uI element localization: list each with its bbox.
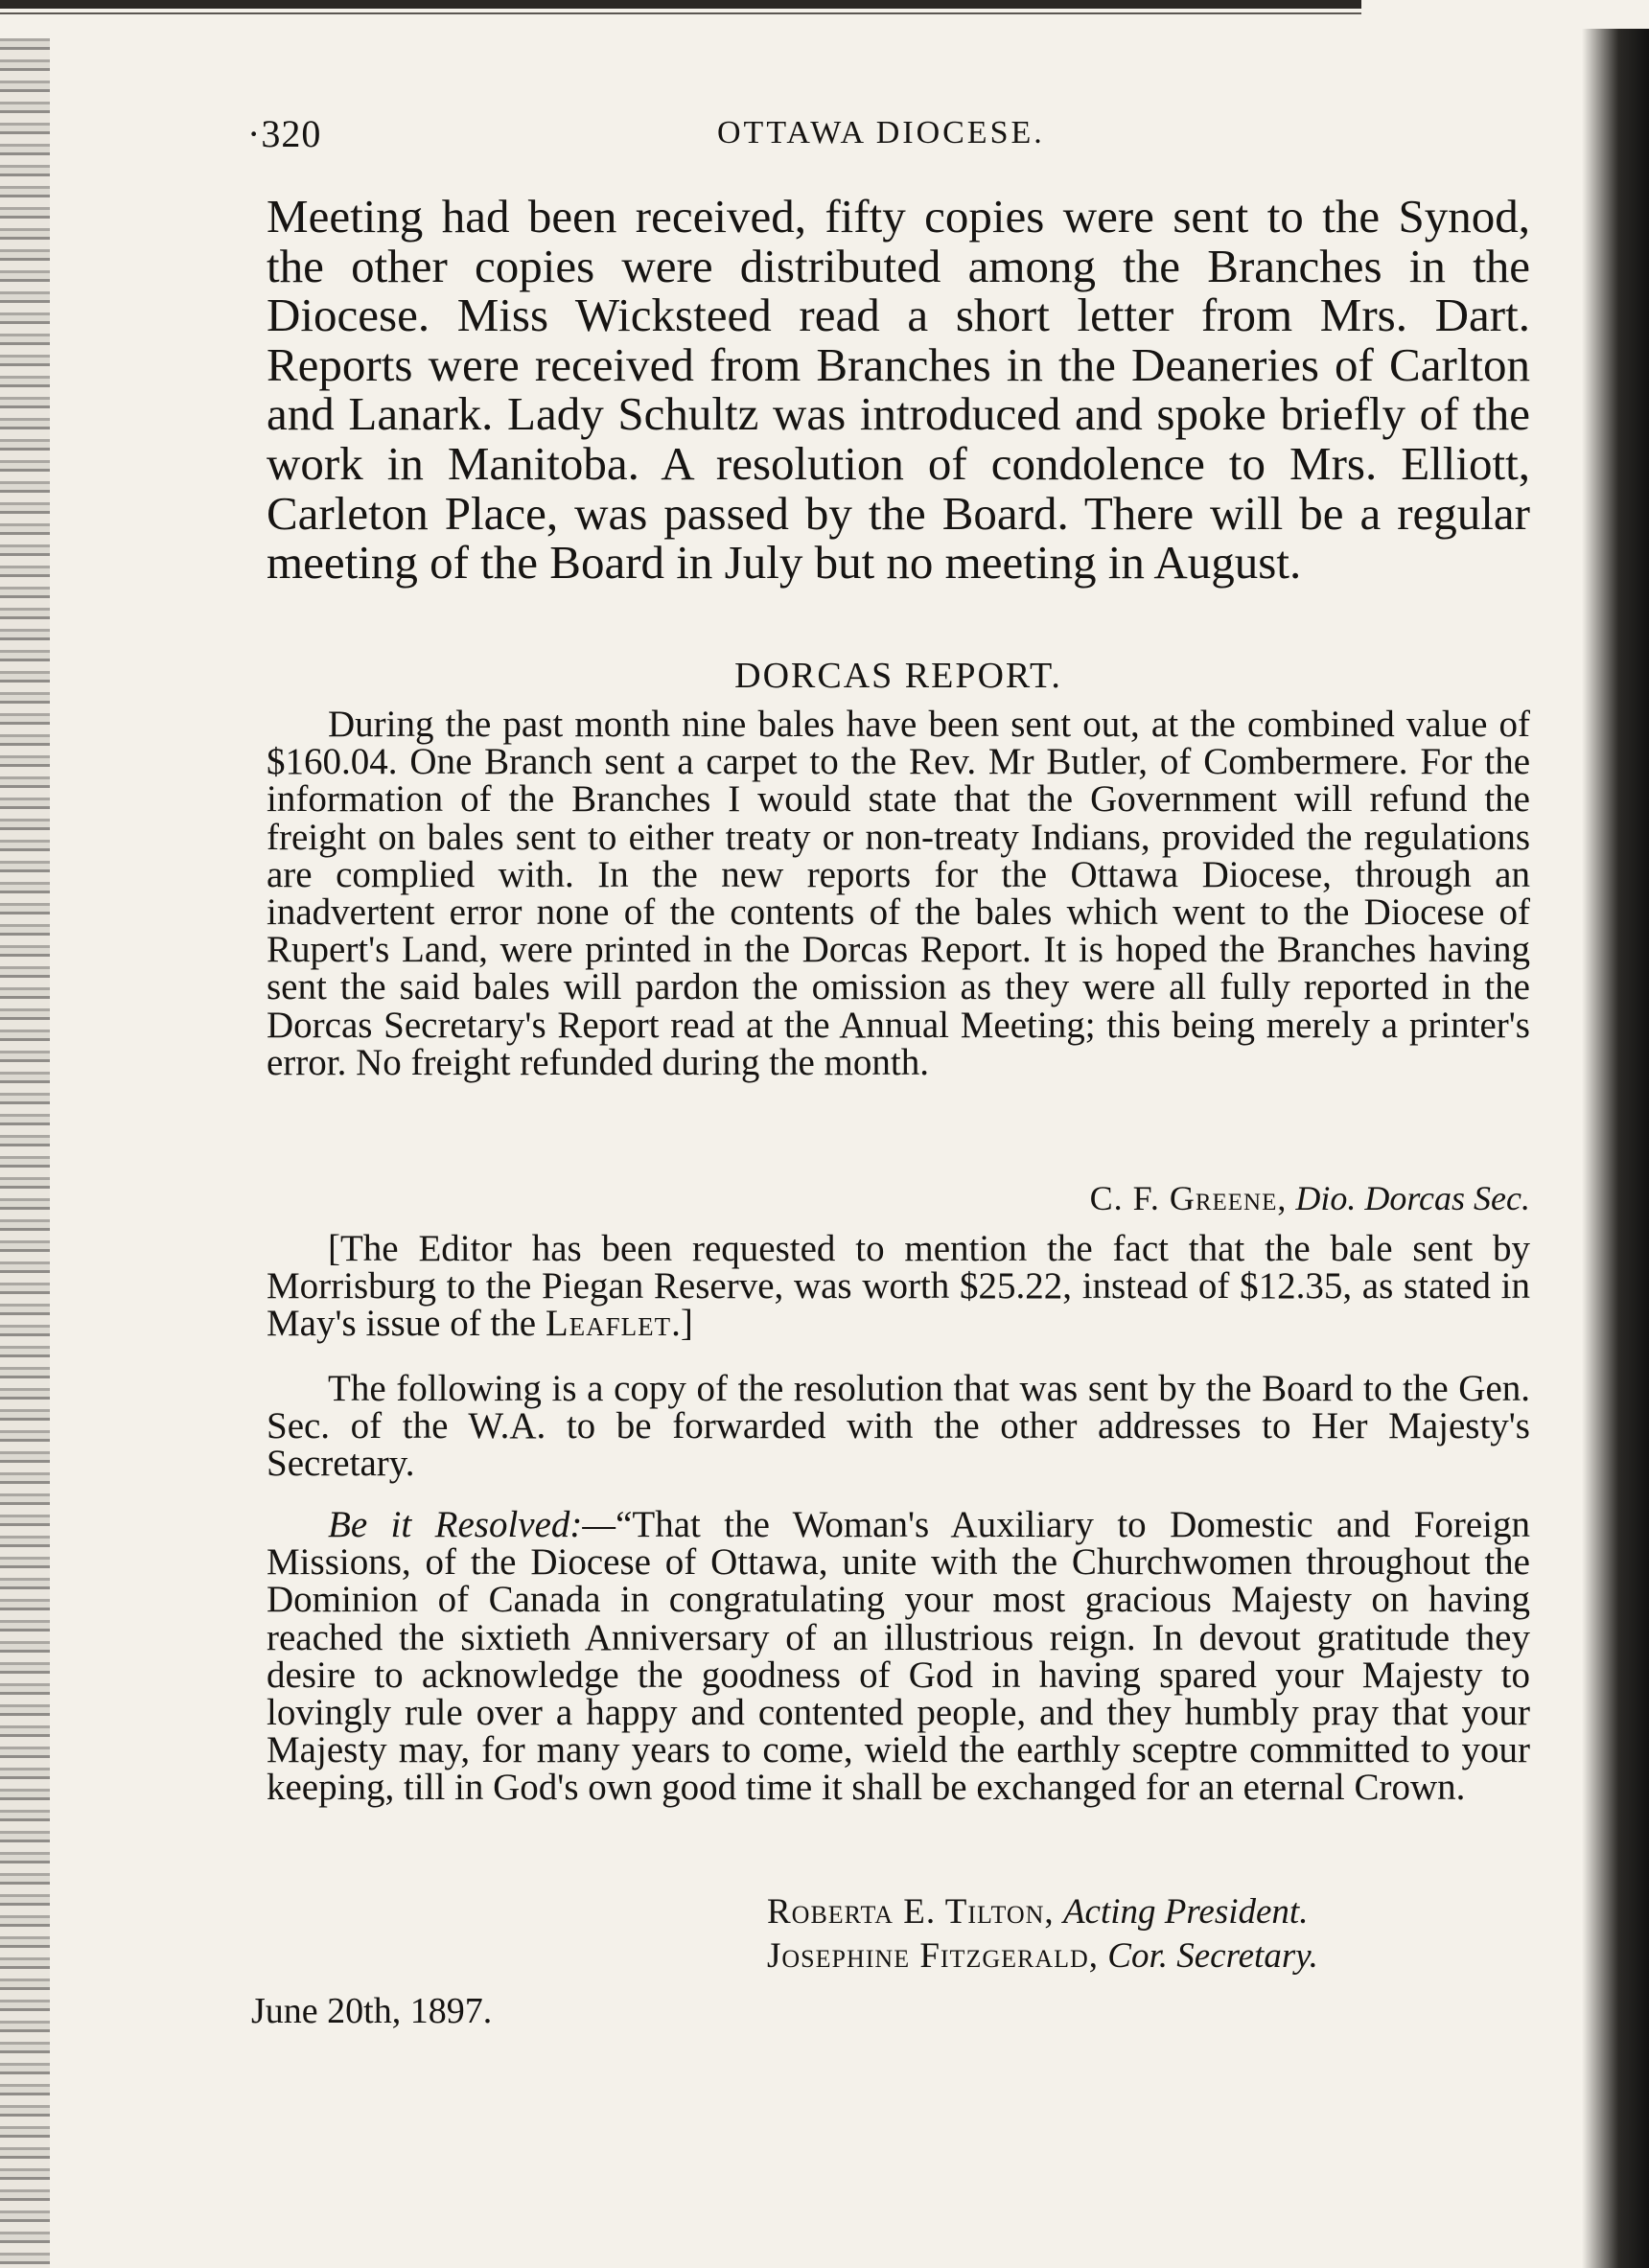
signatory-title: Cor. Secretary. (1107, 1936, 1318, 1976)
page-number: ·320 (247, 112, 322, 155)
scan-left-edge-shadow (0, 38, 50, 2268)
editor-note-text: [The Editor has been requested to mention the fact that the bale sent by Morrisburg to the Piegan Reserve, was worth $25.22, instead of $12.35, as stated in May's issue of the (267, 1228, 1530, 1345)
resolution-intro: The following is a copy of the resolution that was sent by the Board to the Gen. Sec. of the W.A. to be forwarded with the other addresses to Her Majesty's Secretary. (267, 1368, 1530, 1485)
dorcas-signature (267, 1179, 1530, 1217)
board-meeting-paragraph: Meeting had been received, fifty copies were sent to the Synod, the other copies were distributed among the Branches in the Diocese. Miss Wicksteed read a short letter from Mrs. Dart. Reports were received from Branches in the Deaneries of Carlton and Lanark. Lady Schultz was introduced and spoke briefly of the work in Manitoba. A resolution of condolence to Mrs. Elliott, Carleton Place, was passed by the Board. There will be a regular meeting of the Board in July but no meeting in August. (267, 190, 1530, 590)
resolution-lead: Be it Resolved:— (328, 1504, 616, 1545)
scan-right-edge-shadow (1582, 29, 1649, 2268)
running-title: OTTAWA DIOCESE. (717, 115, 1045, 150)
page-header (247, 111, 1530, 159)
dorcas-signature-name: C. F. Greene, (1089, 1179, 1288, 1217)
signatory-title: Acting President. (1062, 1892, 1309, 1932)
leaflet-title: Leaflet (545, 1303, 672, 1345)
signatory-name: Roberta E. Tilton, (767, 1892, 1055, 1932)
top-edge-rule (0, 0, 1361, 21)
editor-note (267, 1230, 1530, 1343)
document-date: June 20th, 1897. (251, 1991, 493, 2031)
signature-line (757, 1934, 1524, 1979)
dorcas-report-body: During the past month nine bales have been sent out, at the combined value of $160.04. One Branch sent a carpet to the Rev. Mr Butler, of Combermere. For the information of the Branches I would state that the Government will refund the freight on bales sent to either treaty or non-treaty Indians, provided the regulations are complied with. In the new reports for the Ottawa Diocese, through an inadvertent error none of the contents of the bales which went to the Diocese of Rupert's Land, were printed in the Dorcas Report. It is hoped the Branches having sent the said bales will pardon the omission as they were all fully reported in the Dorcas Secretary's Report read at the Annual Meeting; this being merely a printer's error. No freight refunded during the month. (267, 704, 1530, 1083)
signature-line (757, 1890, 1524, 1934)
signature-block (757, 1890, 1524, 1979)
resolution-body: “That the Woman's Auxiliary to Domestic and Foreign Missions, of the Diocese of Ottawa, unite with the Churchwomen throughout the Dominion of Canada in congratulating your most gracious Majesty on having reached the sixtieth Anniversary of an illustrious reign. In devout gratitude they desire to acknowledge the goodness of God in having spared your Majesty to lovingly rule over a happy and contented people, and they humbly pray that your Majesty may, for many years to come, wield the earthly sceptre committed to your keeping, till in God's own good time it shall be exchanged for an eternal Crown. (267, 1504, 1531, 1809)
resolution-text (267, 1506, 1530, 1807)
dorcas-signature-title: Dio. Dorcas Sec. (1295, 1179, 1530, 1217)
editor-note-end: .] (671, 1303, 693, 1345)
dorcas-report-heading: DORCAS REPORT. (734, 656, 1062, 696)
signatory-name: Josephine Fitzgerald, (767, 1936, 1100, 1976)
